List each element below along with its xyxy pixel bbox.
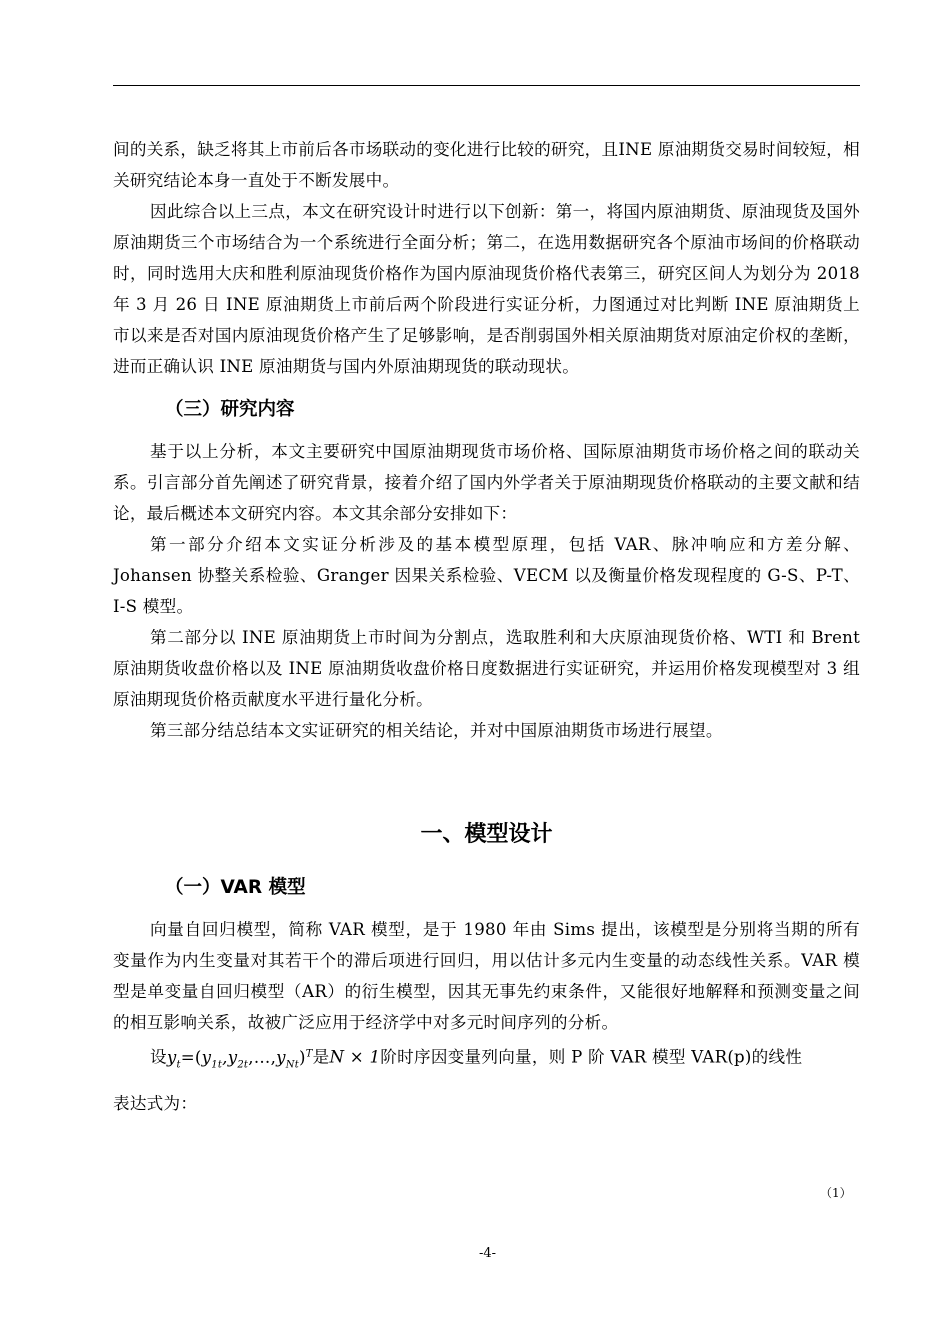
formula-is: 是 <box>312 1047 330 1067</box>
paragraph-part-three: 第三部分结总结本文实证研究的相关结论，并对中国原油期货市场进行展望。 <box>150 721 723 740</box>
formula-tail: 阶时序因变量列向量，则 P 阶 VAR 模型 VAR(p)的线性 <box>380 1047 803 1067</box>
paragraph-research-overview: 基于以上分析，本文主要研究中国原油期现货市场价格、国际原油期货市场价格之间的联动关系。引言部分首先阐述了研究背景，接着介绍了国内外学者关于原油期现货价格联动的主要文献和结论，最后概述本文研究内容。本文其余部分安排如下： <box>113 442 860 523</box>
paragraph-var-definition: 向量自回归模型，简称 VAR 模型，是于 1980 年由 Sims 提出，该模型是分别将当期的所有变量作为内生变量对其若干个的滞后项进行回归，用以估计多元内生变量的动态线性关系。VAR 模型是单变量自回归模型（AR）的衍生模型，因其无事先约束条件，又能很好地解释和预测变量之间的相互影响关系，故被广泛应用于经济学中对多元时间序列的分析。 <box>113 920 860 1032</box>
paragraph-innovation: 因此综合以上三点，本文在研究设计时进行以下创新：第一，将国内原油期货、原油现货及国外原油期货三个市场结合为一个系统进行全面分析；第二，在选用数据研究各个原油市场间的价格联动时，同时选用大庆和胜利原油现货价格作为国内原油现货价格代表第三，研究区间人为划分为 2018 年 3 月 26 日 INE 原油期货上市前后两个阶段进行实证分析，力图通过对比判断 INE 原油期货上市以来是否对国内原油现货价格产生了足够影响，是否削弱国外相关原油期货对原油定价权的垄断，进而正确认识 INE 原油期货与国内外原油期现货的联动现状。 <box>113 202 860 376</box>
formula-continuation: 表达式为： <box>113 1093 198 1113</box>
section-heading-var-model: （一）VAR 模型 <box>165 877 306 898</box>
paragraph-part-one: 第一部分介绍本文实证分析涉及的基本模型原理，包括 VAR、脉冲响应和方差分解、Johansen 协整关系检验、Granger 因果关系检验、VECM 以及衡量价格发现程度的 G-S、P-T、I-S 模型。 <box>113 535 860 616</box>
header-rule <box>113 85 860 86</box>
paragraph-part-two: 第二部分以 INE 原油期货上市时间为分割点，选取胜利和大庆原油现货价格、WTI 和 Brent 原油期货收盘价格以及 INE 原油期货收盘价格日度数据进行实证研究，并运用价格发现模型对 3 组原油期现货价格贡献度水平进行量化分析。 <box>113 628 860 709</box>
formula-sentence <box>113 1038 860 1080</box>
page-body <box>113 134 860 1119</box>
formula-lead: 设 <box>150 1047 167 1067</box>
equation-number: （1） <box>820 1186 852 1200</box>
chapter-title: 一、模型设计 <box>420 822 553 847</box>
formula-dimension: N × 1 <box>329 1047 381 1067</box>
paragraph-continuation: 间的关系，缺乏将其上市前后各市场联动的变化进行比较的研究，且INE 原油期货交易时间较短，相关研究结论本身一直处于不断发展中。 <box>113 140 860 190</box>
page-number: -4- <box>478 1246 497 1261</box>
section-heading-research-content: （三）研究内容 <box>165 399 295 420</box>
formula-vector: $y_t=(y_{1t},y_{2t},\dots,y_{Nt})^T$ <box>166 1047 313 1070</box>
